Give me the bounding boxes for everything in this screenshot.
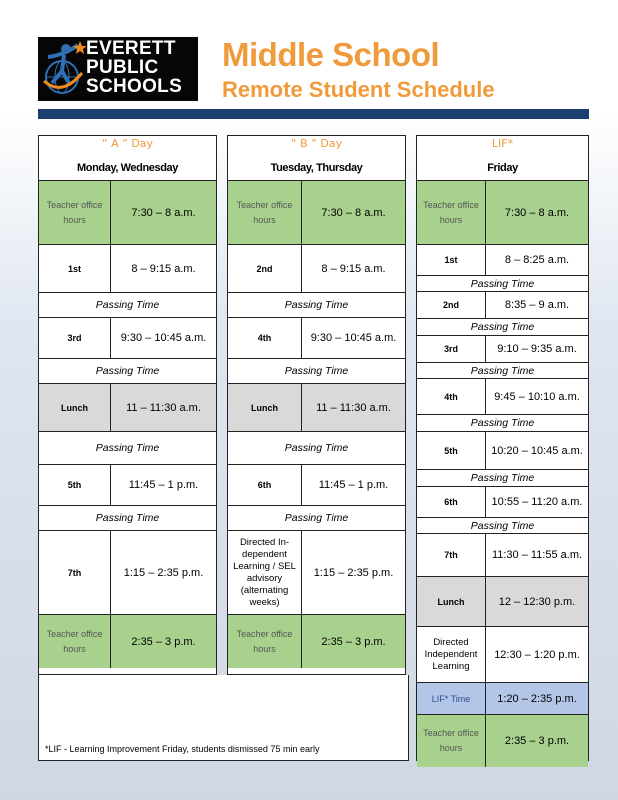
period-label: 2nd: [417, 292, 486, 318]
period-label: 6th: [228, 465, 302, 505]
period-row: [417, 486, 588, 517]
column-header: [228, 136, 405, 180]
period-row: [228, 244, 405, 292]
period-label: 6th: [417, 487, 486, 517]
period-row: [228, 614, 405, 668]
period-label: 1st: [417, 245, 486, 275]
period-time: 12 – 12:30 p.m.: [486, 577, 588, 626]
period-label: Lunch: [39, 384, 111, 431]
period-time: 9:30 – 10:45 a.m.: [120, 332, 207, 344]
period-row: [417, 291, 588, 318]
day-list: Tuesday, Thursday: [270, 162, 363, 174]
period-time: 11:45 – 1 p.m.: [128, 479, 199, 491]
day-name: LIF*: [491, 137, 514, 150]
period-row: [417, 626, 588, 682]
period-row: [228, 464, 405, 505]
passing-time-row: Passing Time: [417, 469, 588, 486]
district-logo: [38, 37, 198, 101]
period-label: 1st: [39, 245, 111, 292]
schedule-column-3: [416, 135, 589, 761]
period-time: 11 – 11:30 a.m.: [111, 384, 216, 431]
period-row: [417, 576, 588, 626]
column-header: [417, 136, 588, 180]
student-figure-icon: [38, 37, 86, 101]
passing-time-row: Passing Time: [417, 414, 588, 431]
period-time: 9:30 – 10:45 a.m.: [310, 332, 397, 344]
period-time: 8:35 – 9 a.m.: [504, 299, 570, 311]
passing-time-row: Passing Time: [417, 318, 588, 335]
period-label: Teacher office hours: [228, 615, 302, 668]
period-row: [417, 431, 588, 469]
period-label: LIF* Time: [417, 683, 486, 714]
period-time: 1:20 – 2:35 p.m.: [486, 683, 588, 714]
period-time: 7:30 – 8 a.m.: [302, 181, 405, 244]
period-time: 11:45 – 1 p.m.: [318, 479, 389, 491]
passing-time-row: Passing Time: [228, 358, 405, 383]
period-label: 5th: [39, 465, 111, 505]
day-list: Friday: [487, 162, 518, 174]
passing-time-row: Passing Time: [228, 505, 405, 530]
period-time: 7:30 – 8 a.m.: [486, 181, 588, 244]
period-label: 4th: [228, 318, 302, 358]
period-time: 8 – 8:25 a.m.: [504, 254, 570, 266]
period-row: [39, 383, 216, 431]
schedule-column-1: [38, 135, 217, 675]
period-time: 9:10 – 9:35 a.m.: [497, 343, 577, 355]
footnote: *LIF - Learning Improvement Friday, students dismissed 75 min early: [45, 744, 320, 754]
period-label: 3rd: [39, 318, 111, 358]
period-time: 9:45 – 10:10 a.m.: [494, 390, 580, 403]
period-time: 1:15 – 2:35 p.m.: [313, 566, 394, 579]
day-name: “ B ” Day: [290, 137, 343, 150]
period-row: [39, 464, 216, 505]
period-time: 11 – 11:30 a.m.: [302, 384, 405, 431]
day-name: “ A ” Day: [101, 137, 154, 150]
page-subtitle: Remote Student Schedule: [222, 77, 495, 102]
period-time: 7:30 – 8 a.m.: [111, 181, 216, 244]
day-list: Monday, Wednesday: [77, 162, 178, 174]
passing-time-row: Passing Time: [39, 292, 216, 317]
passing-time-row: Passing Time: [417, 517, 588, 533]
period-label: 7th: [39, 531, 111, 614]
passing-time-row: Passing Time: [39, 358, 216, 383]
period-label: Teacher office hours: [228, 181, 302, 244]
period-row: [39, 614, 216, 668]
period-label: Teacher office hours: [39, 615, 111, 668]
period-label: Lunch: [228, 384, 302, 431]
period-row: [39, 244, 216, 292]
period-time: 1:15 – 2:35 p.m.: [123, 566, 204, 579]
period-label: 3rd: [417, 336, 486, 362]
passing-time-row: Passing Time: [39, 431, 216, 464]
column-header: [39, 136, 216, 180]
passing-time-row: Passing Time: [417, 275, 588, 291]
period-label: Teacher office hours: [39, 181, 111, 244]
period-label: 7th: [417, 534, 486, 576]
passing-time-row: Passing Time: [228, 431, 405, 464]
period-time: 10:20 – 10:45 a.m.: [491, 444, 583, 457]
period-label: Lunch: [417, 577, 486, 626]
passing-time-row: Passing Time: [228, 292, 405, 317]
period-time: 10:55 – 11:20 a.m.: [491, 496, 583, 508]
period-row: [39, 317, 216, 358]
period-row: [417, 714, 588, 767]
period-time: 11:30 – 11:55 a.m.: [491, 549, 583, 561]
period-time: 2:35 – 3 p.m.: [486, 715, 588, 767]
period-label: Directed In-dependent Learning / SEL advisory (alternating weeks): [228, 531, 302, 614]
period-row: [417, 378, 588, 414]
period-time: 2:35 – 3 p.m.: [111, 615, 216, 668]
period-row: [39, 180, 216, 244]
period-row: [417, 180, 588, 244]
period-row: [228, 180, 405, 244]
period-time: 8 – 9:15 a.m.: [131, 262, 196, 275]
period-row: [417, 682, 588, 714]
period-row: [417, 244, 588, 275]
period-time: 8 – 9:15 a.m.: [321, 262, 386, 275]
period-label: 5th: [417, 432, 486, 469]
period-time: 2:35 – 3 p.m.: [302, 615, 405, 668]
period-row: [228, 383, 405, 431]
period-label: Teacher office hours: [417, 181, 486, 244]
period-label: 2nd: [228, 245, 302, 292]
passing-time-row: Passing Time: [417, 362, 588, 378]
header-divider: [38, 109, 589, 119]
period-label: Teacher office hours: [417, 715, 486, 767]
period-row: [228, 317, 405, 358]
period-row: [417, 533, 588, 576]
period-row: [39, 530, 216, 614]
period-row: [228, 530, 405, 614]
period-label: Directed Independent Learning: [417, 627, 486, 682]
passing-time-row: Passing Time: [39, 505, 216, 530]
page-title: Middle School: [222, 36, 440, 73]
footnote-box: [38, 675, 409, 761]
period-label: 4th: [417, 379, 486, 414]
schedule-column-2: [227, 135, 406, 675]
period-row: [417, 335, 588, 362]
logo-text: EVERETT PUBLIC SCHOOLS: [86, 38, 183, 97]
period-time: 12:30 – 1:20 p.m.: [494, 648, 580, 661]
